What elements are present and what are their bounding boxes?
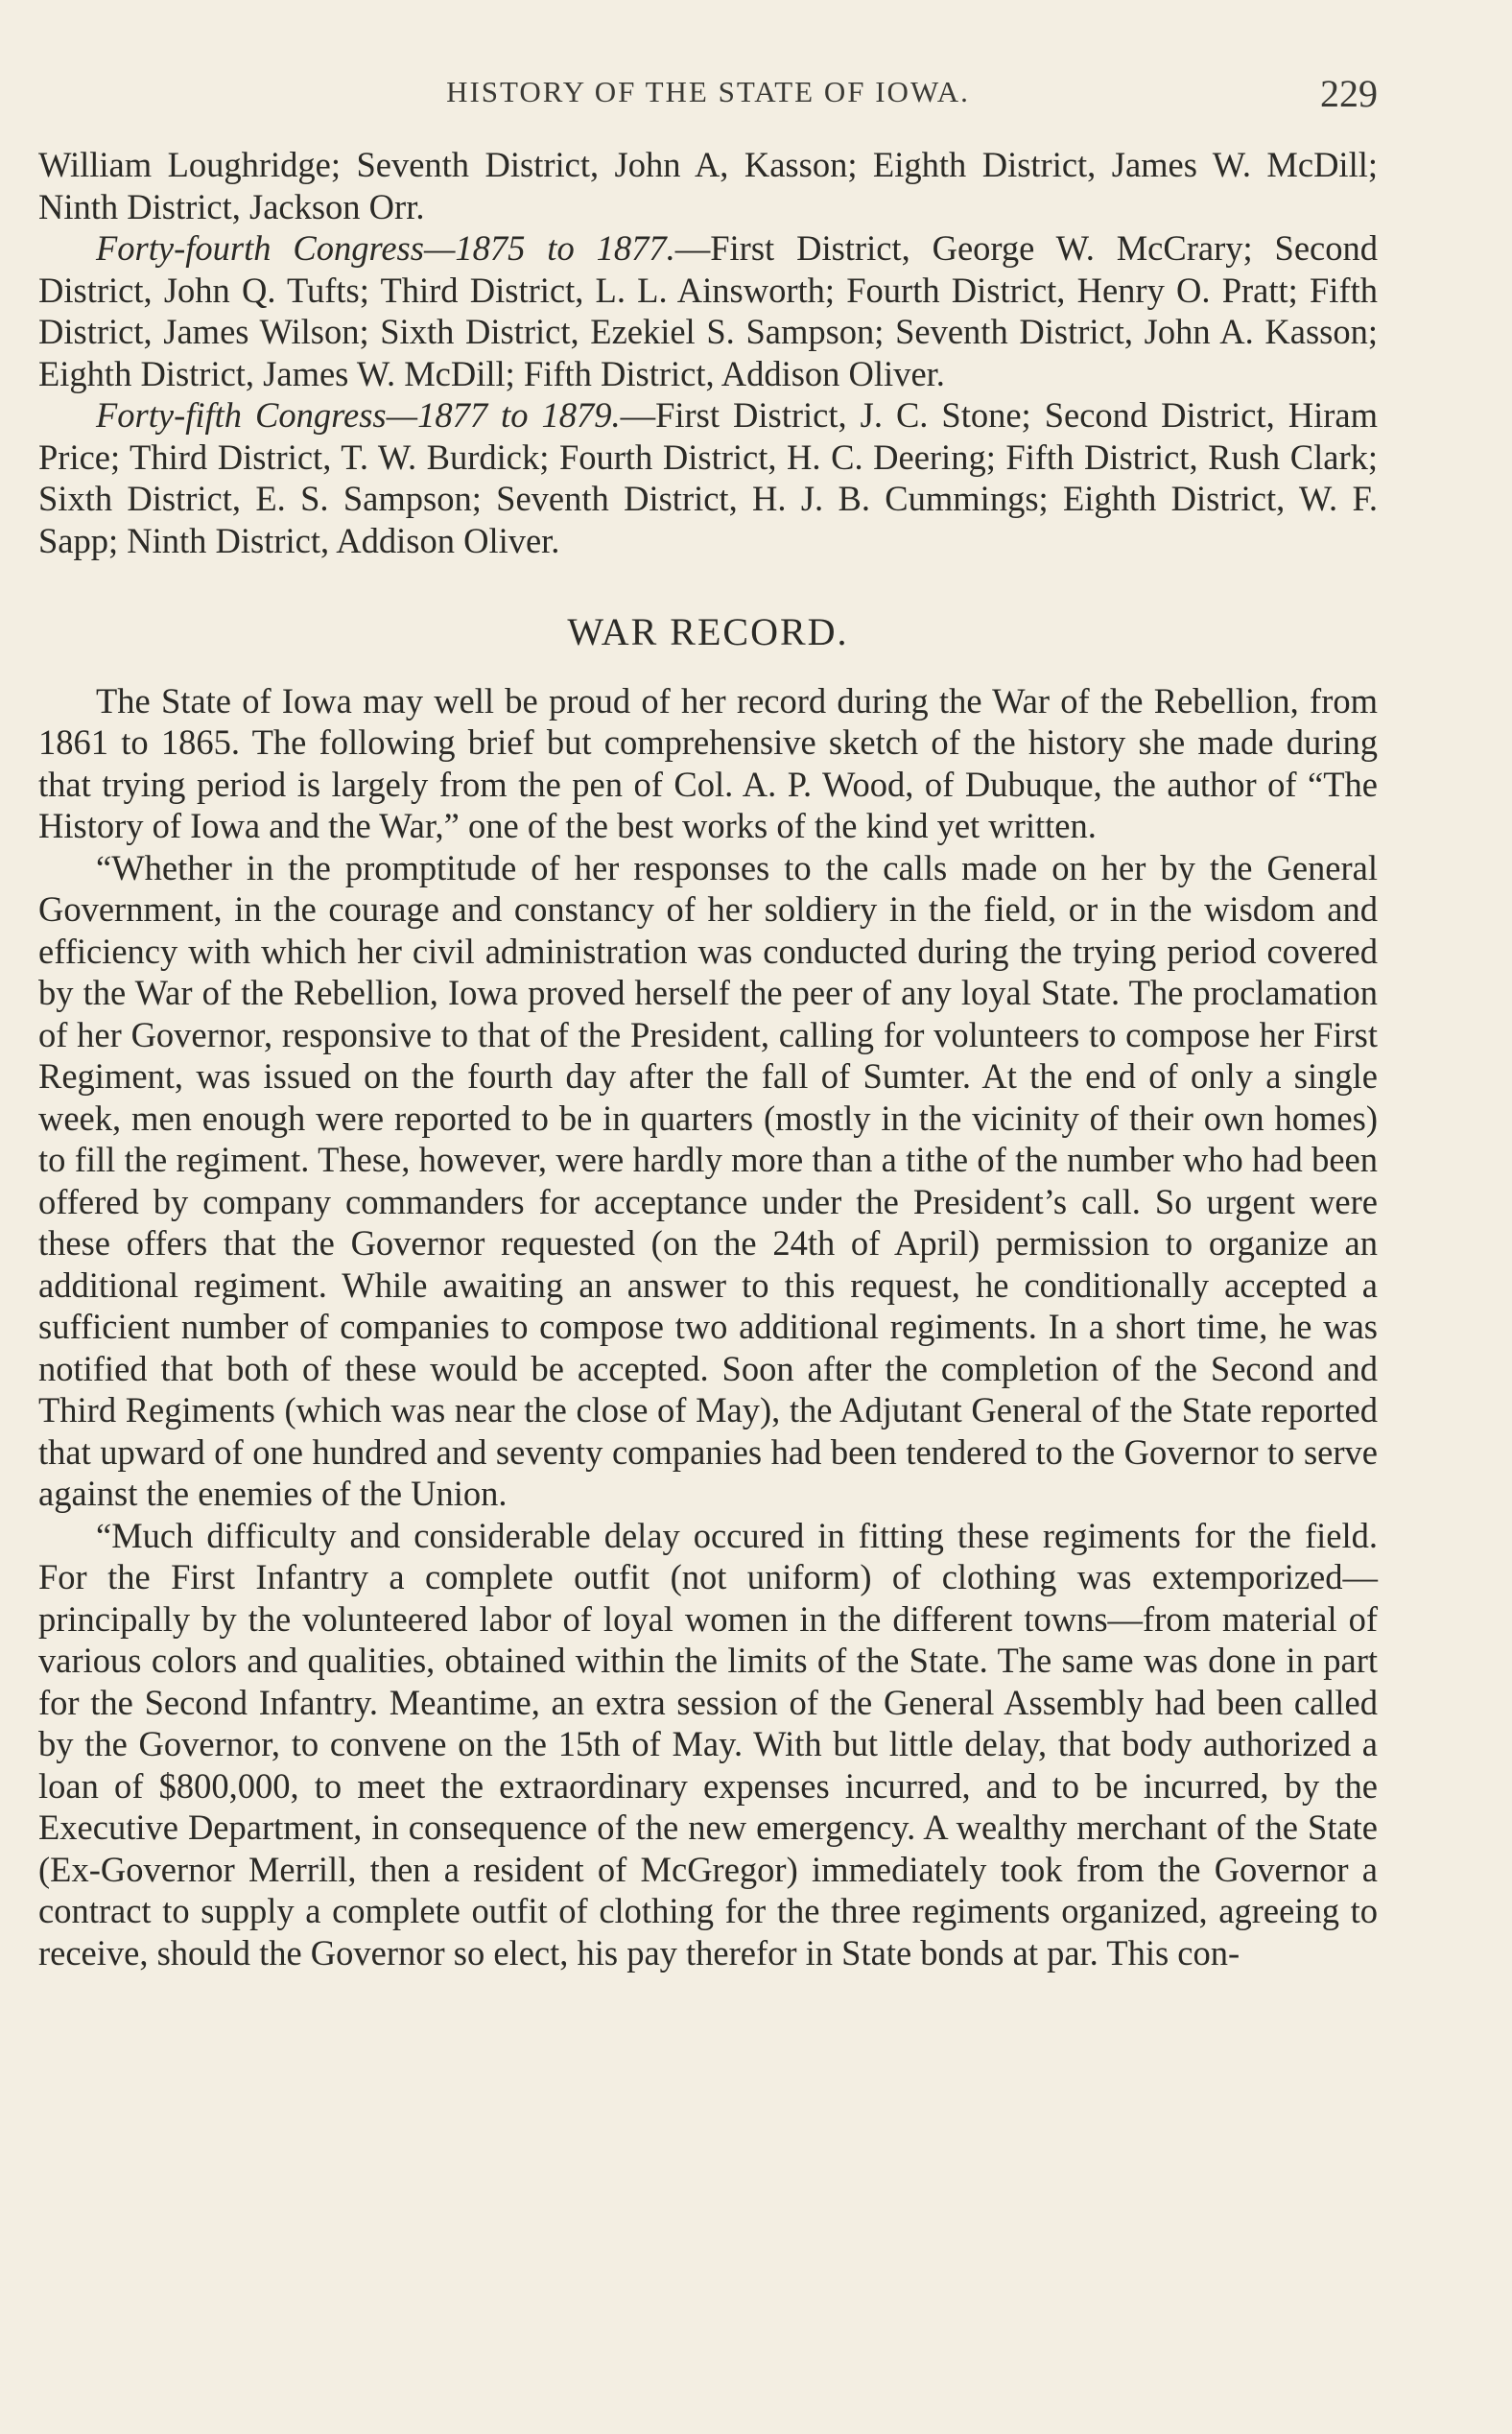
body-text (38, 144, 1378, 1973)
running-head (38, 72, 1378, 123)
congress-heading: Forty-fourth Congress—1875 to 1877. (96, 228, 675, 268)
paragraph-forty-fifth-congress (38, 394, 1378, 561)
congress-heading: Forty-fifth Congress—1877 to 1879. (96, 395, 621, 435)
running-title: HISTORY OF THE STATE OF IOWA. (446, 75, 970, 108)
congress-text: —First District, J. C. Stone; Second District, Hiram Price; Third District, T. W. Burdick; Fourth District, H. C. Deering; Fifth District, Rush Clark; Sixth District, E. S. Sampson; Seventh District, H. J. B. Cummings; Eighth District, W. F. Sapp; Ninth District, Addison Oliver. (38, 395, 1378, 560)
paragraph-quote-2: “Much difficulty and considerable delay occured in fitting these regiments for the field. For the First Infantry a complete outfit (not uniform) of clothing was extemporized—principally by the volunteered labor of loyal women in the different towns—from material of various colors and qualities, obtained within the limits of the State. The same was done in part for the Second Infantry. Meantime, an extra session of the General Assembly had been called by the Governor, to convene on the 15th of May. With but little delay, that body authorized a loan of $800,000, to meet the extraordinary expenses incurred, and to be incurred, by the Executive Department, in consequence of the new emergency. A wealthy merchant of the State (Ex-Governor Merrill, then a resident of McGregor) immediately took from the Governor a contract to supply a complete outfit of clothing for the three regiments organized, agreeing to receive, should the Governor so elect, his pay therefor in State bonds at par. This con- (38, 1515, 1378, 1973)
page-number: 229 (1320, 72, 1378, 115)
book-page (38, 0, 1378, 2434)
paragraph-forty-fourth-congress (38, 227, 1378, 394)
congress-text: —First District, George W. McCrary; Second District, John Q. Tufts; Third District, L. L. Ainsworth; Fourth District, Henry O. Pratt; Fifth District, James Wilson; Sixth District, Ezekiel S. Sampson; Seventh District, John A. Kasson; Eighth District, James W. McDill; Fifth District, Addison Oliver. (38, 228, 1378, 393)
paragraph-continuation: William Loughridge; Seventh District, John A, Kasson; Eighth District, James W. McDill; Ninth District, Jackson Orr. (38, 145, 1378, 226)
paragraph-quote-1: “Whether in the promptitude of her responses to the calls made on her by the General Government, in the courage and constancy of her soldiery in the field, or in the wisdom and efficiency with which her civil administration was conducted during the trying period covered by the War of the Rebellion, Iowa proved herself the peer of any loyal State. The proclamation of her Governor, responsive to that of the President, calling for volunteers to compose her First Regiment, was issued on the fourth day after the fall of Sumter. At the end of only a single week, men enough were reported to be in quarters (mostly in the vicinity of their own homes) to fill the regiment. These, however, were hardly more than a tithe of the number who had been offered by company commanders for acceptance under the President’s call. So urgent were these offers that the Governor requested (on the 24th of April) permission to organize an additional regiment. While awaiting an answer to this request, he conditionally accepted a sufficient number of companies to compose two additional regiments. In a short time, he was notified that both of these would be accepted. Soon after the completion of the Second and Third Regiments (which was near the close of May), the Adjutant General of the State reported that upward of one hundred and seventy companies had been tendered to the Governor to serve against the enemies of the Union. (38, 847, 1378, 1513)
paragraph-intro: The State of Iowa may well be proud of her record during the War of the Rebellion, from 1861 to 1865. The following brief but comprehensive sketch of the history she made during that trying period is largely from the pen of Col. A. P. Wood, of Dubuque, the author of “The History of Iowa and the War,” one of the best works of the kind yet written. (38, 680, 1378, 845)
section-heading: WAR RECORD. (567, 610, 849, 653)
